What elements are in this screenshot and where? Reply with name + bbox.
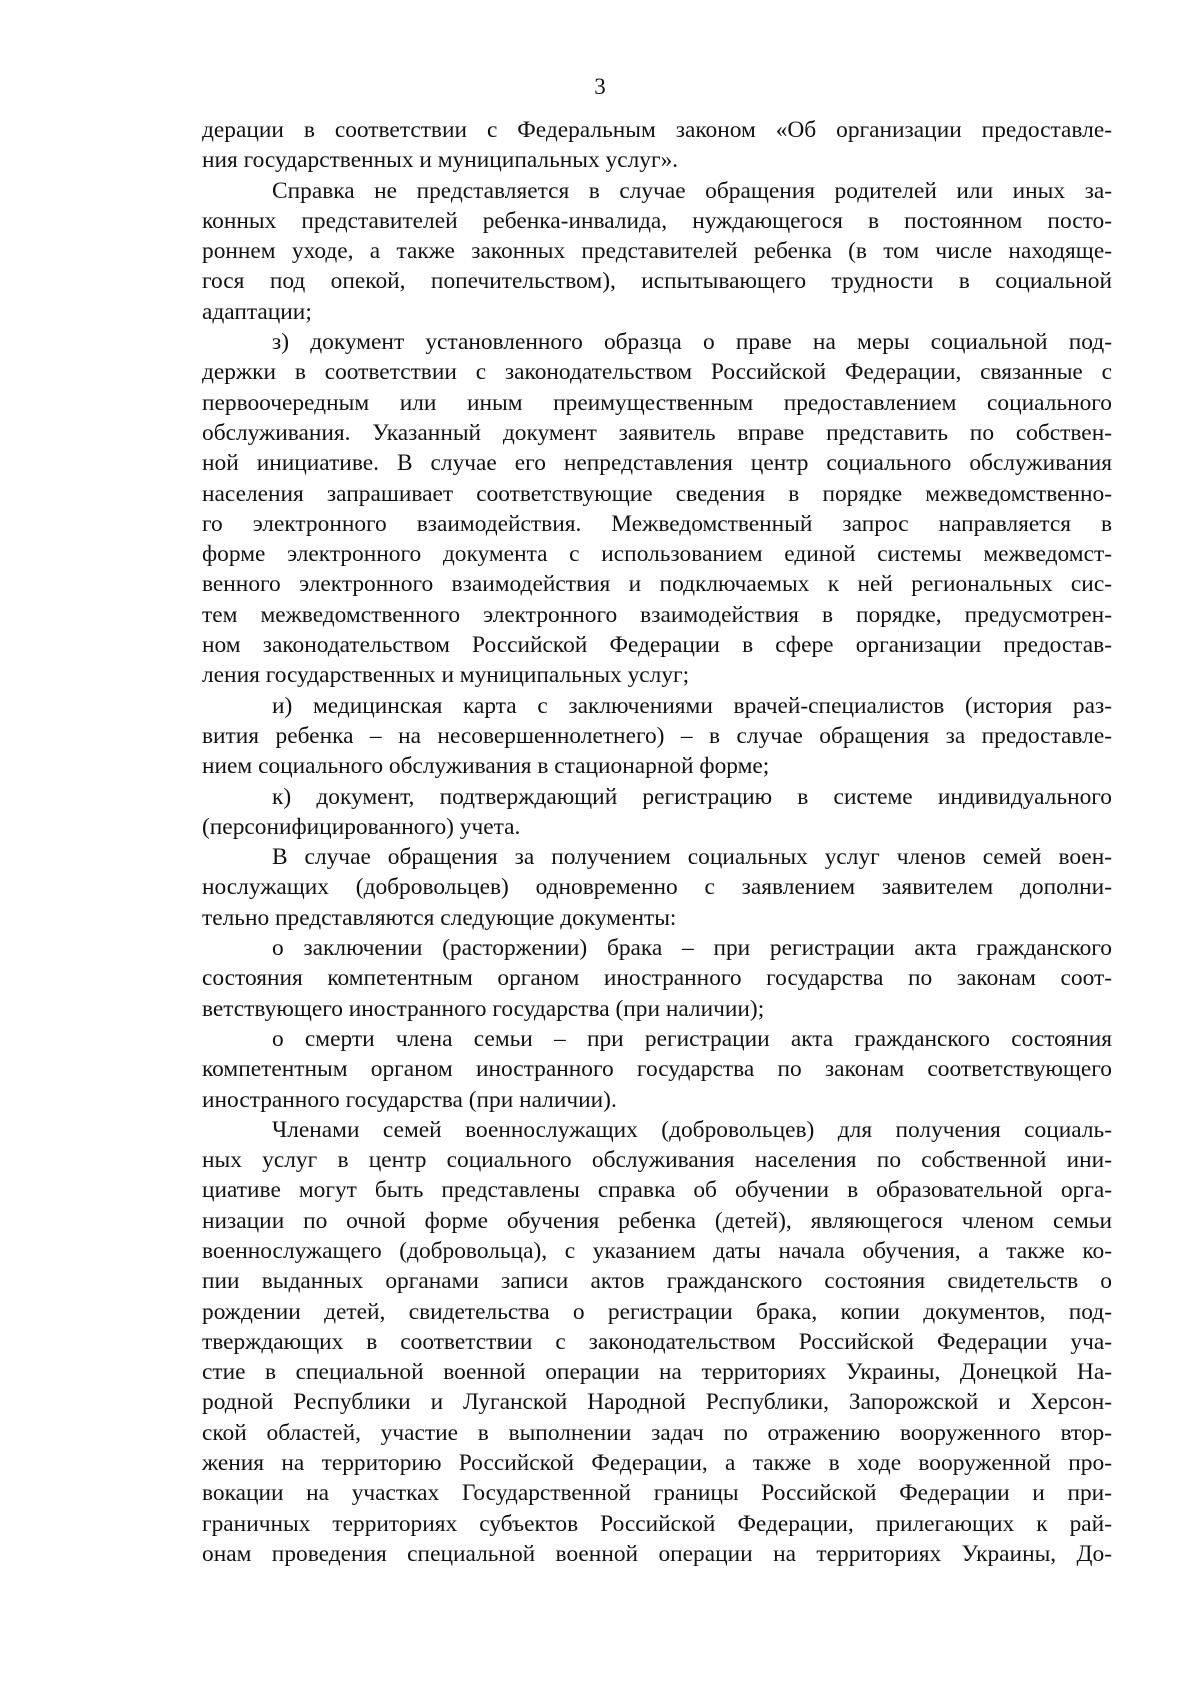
text-line: состояния компетентным органом иностранного государства по законам соот- [202,965,1112,992]
text-line: компетентным органом иностранного государства по законам соответствующего [202,1056,1112,1083]
text-line: пии выданных органами записи актов гражданского состояния свидетельств о [202,1268,1112,1295]
text-line: ных услуг в центр социального обслуживания населения по собственной ини- [202,1147,1112,1174]
text-line: Справка не представляется в случае обращения родителей или иных за- [272,177,1112,204]
text-line: онам проведения специальной военной операции на территориях Украины, До- [202,1540,1112,1567]
text-line: рождении детей, свидетельства о регистрации брака, копии документов, под- [202,1298,1112,1325]
text-line: первоочередным или иным преимущественным предоставлением социального [202,389,1112,416]
document-body [202,115,1112,1569]
text-line: держки в соответствии с законодательством Российской Федерации, связанные с [202,359,1112,386]
text-line: стие в специальной военной операции на территориях Украины, Донецкой На- [202,1359,1112,1386]
text-line: низации по очной форме обучения ребенка (детей), являющегося членом семьи [202,1207,1112,1234]
text-line: военнослужащего (добровольца), с указанием даты начала обучения, а также ко- [202,1237,1112,1264]
text-line: родной Республики и Луганской Народной Республики, Запорожской и Херсон- [202,1389,1112,1416]
text-line: форме электронного документа с использованием единой системы межведомст- [202,541,1112,568]
text-line: ной инициативе. В случае его непредставления центр социального обслуживания [202,450,1112,477]
text-line: гося под опекой, попечительством), испытывающего трудности в социальной [202,268,1112,295]
text-line: конных представителей ребенка-инвалида, нуждающегося в постоянном посто- [202,207,1112,234]
text-line: венного электронного взаимодействия и подключаемых к ней региональных сис- [202,571,1112,598]
text-line: го электронного взаимодействия. Межведомственный запрос направляется в [202,510,1112,537]
text-line: тем межведомственного электронного взаимодействия в порядке, предусмотрен- [202,601,1112,628]
text-line: нием социального обслуживания в стационарной форме; [202,753,770,780]
page-number: 3 [594,74,606,99]
text-line: циативе могут быть представлены справка об обучении в образовательной орга- [202,1177,1112,1204]
text-line: ской областей, участие в выполнении задач по отражению вооруженного втор- [202,1419,1112,1446]
text-line: о заключении (расторжении) брака – при регистрации акта гражданского [272,935,1112,962]
text-line: ления государственных и муниципальных услуг; [202,662,690,689]
text-line: ветствующего иностранного государства (при наличии); [202,995,765,1022]
text-line: к) документ, подтверждающий регистрацию в системе индивидуального [272,783,1112,810]
text-line: граничных территориях субъектов Российской Федерации, прилегающих к рай- [202,1510,1112,1537]
text-line: тверждающих в соответствии с законодательством Российской Федерации уча- [202,1328,1112,1355]
text-line: Членами семей военнослужащих (добровольцев) для получения социаль- [272,1116,1112,1143]
text-line: вития ребенка – на несовершеннолетнего) – в случае обращения за предоставле- [202,722,1112,749]
text-line: обслуживания. Указанный документ заявитель вправе представить по собствен- [202,419,1112,446]
text-line: адаптации; [202,298,312,325]
text-line: жения на территорию Российской Федерации, а также в ходе вооруженной про- [202,1450,1112,1477]
text-line: нослужащих (добровольцев) одновременно с заявлением заявителем дополни- [202,874,1112,901]
text-line: роннем уходе, а также законных представителей ребенка (в том числе находяще- [202,238,1112,265]
text-line: (персонифицированного) учета. [202,813,521,840]
text-line: ном законодательством Российской Федерации в сфере организации предостав- [202,632,1112,659]
text-line: ния государственных и муниципальных услуг». [202,147,679,174]
text-line: и) медицинская карта с заключениями врачей-специалистов (история раз- [272,692,1112,719]
text-line: о смерти члена семьи – при регистрации акта гражданского состояния [272,1025,1112,1052]
text-line: вокации на участках Государственной границы Российской Федерации и при- [202,1480,1112,1507]
text-line: з) документ установленного образца о праве на меры социальной под- [272,329,1112,356]
text-line: В случае обращения за получением социальных услуг членов семей воен- [272,844,1112,871]
text-line: дерации в соответствии с Федеральным законом «Об организации предоставле- [202,117,1112,143]
text-line: иностранного государства (при наличии). [202,1086,617,1113]
text-line: населения запрашивает соответствующие сведения в порядке межведомственно- [202,480,1112,507]
text-line: тельно представляются следующие документы: [202,904,677,931]
